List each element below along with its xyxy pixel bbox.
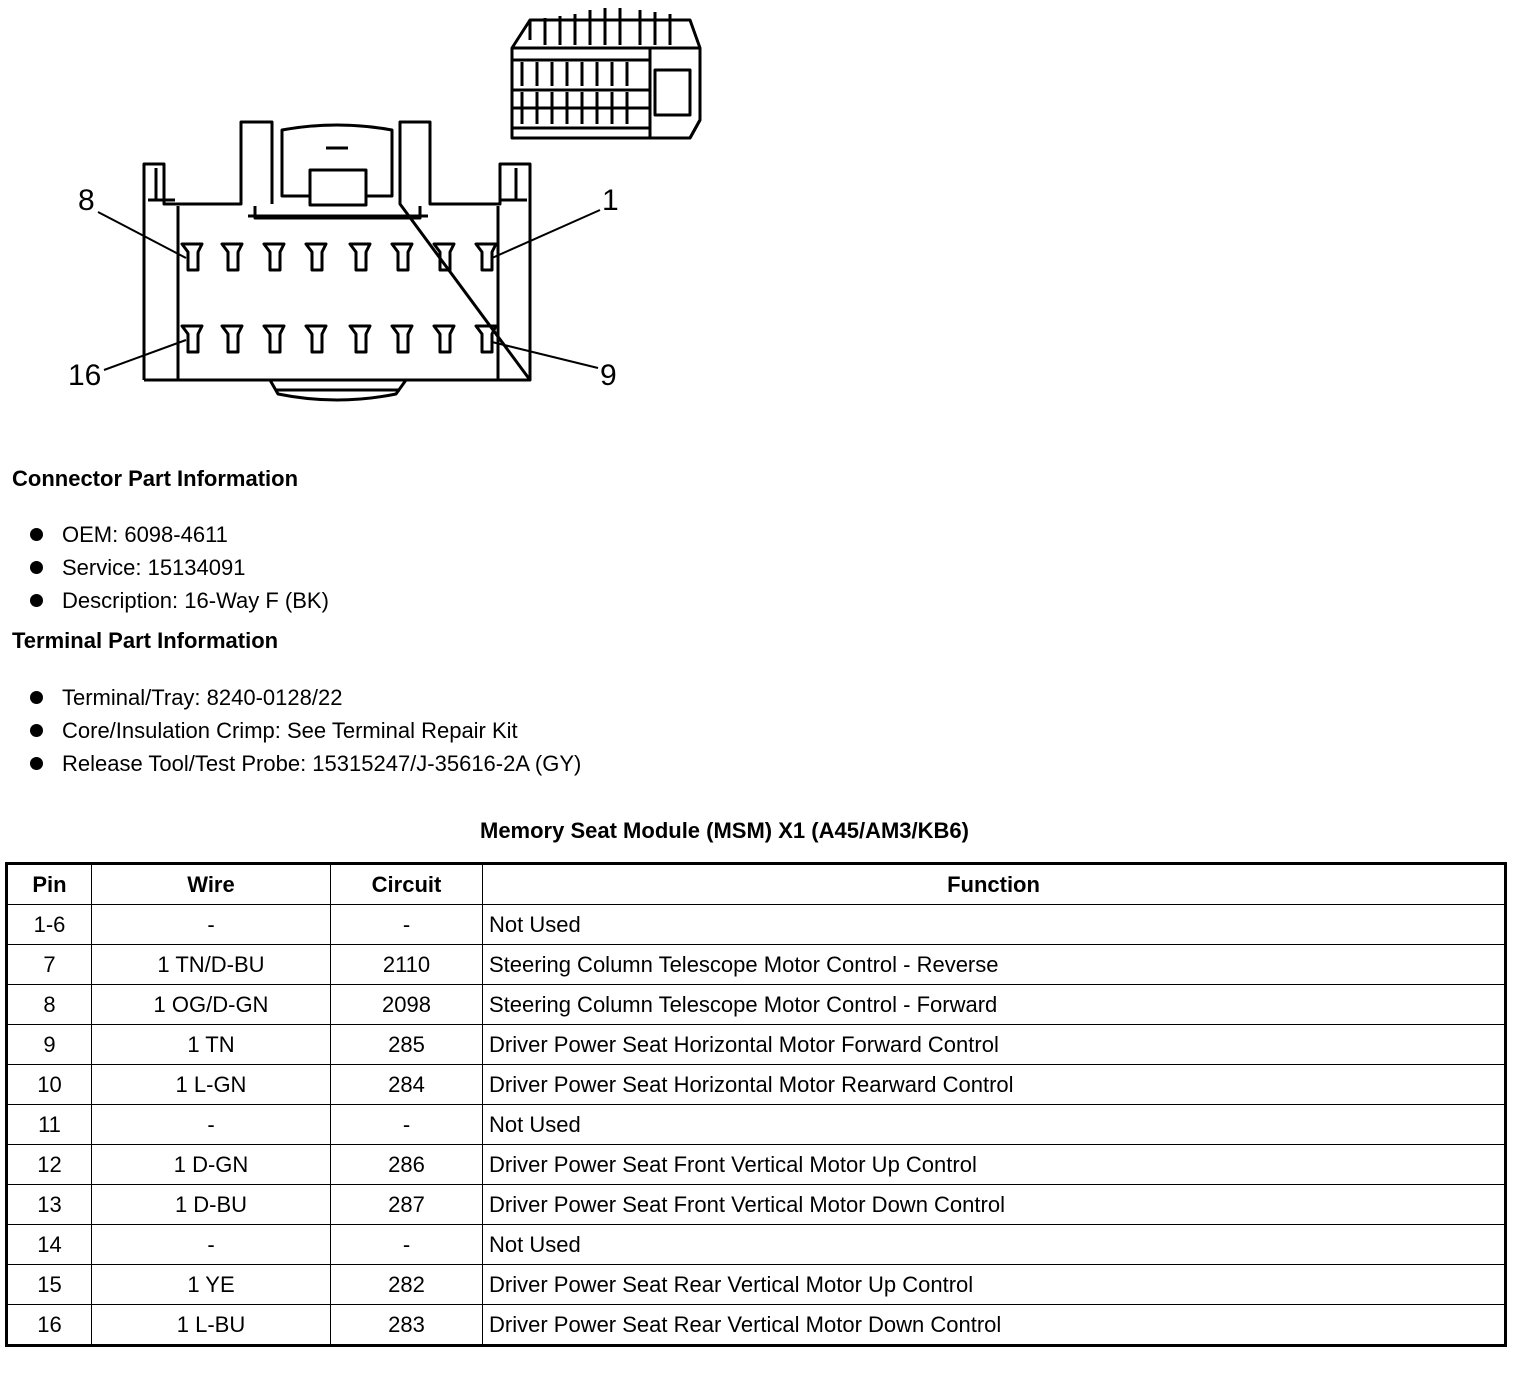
leader-line-pin-1 [492,210,600,258]
cell-function: Steering Column Telescope Motor Control - Forward [483,985,1506,1025]
cell-wire: 1 D-GN [92,1145,331,1185]
table-row [7,1105,1506,1145]
cell-wire: 1 TN/D-BU [92,945,331,985]
cell-pin: 12 [7,1145,92,1185]
cell-circuit: - [331,905,483,945]
cell-function: Driver Power Seat Rear Vertical Motor Down Control [483,1305,1506,1346]
cell-wire: - [92,1105,331,1145]
table-row [7,1065,1506,1105]
cell-function: Driver Power Seat Front Vertical Motor Up Control [483,1145,1506,1185]
list-item [30,714,581,747]
cell-circuit: 287 [331,1185,483,1225]
cell-circuit: - [331,1105,483,1145]
list-item [30,681,581,714]
header-function: Function [483,864,1506,905]
list-item [30,551,329,584]
list-item [30,518,329,551]
header-pin: Pin [7,864,92,905]
terminal-part-heading: Terminal Part Information [12,628,279,653]
cell-wire: 1 D-BU [92,1185,331,1225]
cell-circuit: - [331,1225,483,1265]
cell-pin: 15 [7,1265,92,1305]
connector-diagram [0,0,760,420]
cell-function: Not Used [483,1225,1506,1265]
cell-function: Not Used [483,1105,1506,1145]
cell-circuit: 2110 [331,945,483,985]
list-item [30,584,329,617]
pin-label-16: 16 [68,359,102,392]
pin-row-bottom [182,326,496,352]
cell-circuit: 284 [331,1065,483,1105]
table-row [7,945,1506,985]
bullet-icon [30,594,43,607]
connector-part-list [30,518,329,617]
header-circuit: Circuit [331,864,483,905]
table-row [7,1025,1506,1065]
bullet-icon [30,757,43,770]
table-row [7,985,1506,1025]
table-row [7,1305,1506,1346]
connector-part-item-oem: OEM: 6098-4611 [62,522,228,547]
cell-function: Driver Power Seat Horizontal Motor Rearward Control [483,1065,1506,1105]
cell-pin: 9 [7,1025,92,1065]
cell-wire: 1 OG/D-GN [92,985,331,1025]
bullet-icon [30,724,43,737]
bullet-icon [30,528,43,541]
connector-isometric-image [512,8,700,138]
cell-pin: 7 [7,945,92,985]
table-header-row [7,864,1506,905]
leader-line-pin-8 [98,212,186,258]
cell-pin: 13 [7,1185,92,1225]
cell-circuit: 283 [331,1305,483,1346]
cell-wire: 1 TN [92,1025,331,1065]
cell-pin: 14 [7,1225,92,1265]
connector-face [98,122,600,400]
terminal-part-item-tool: Release Tool/Test Probe: 15315247/J-35616-2A (GY) [62,751,582,776]
cell-circuit: 286 [331,1145,483,1185]
list-item [30,747,581,780]
cell-pin: 8 [7,985,92,1025]
cell-function: Driver Power Seat Horizontal Motor Forward Control [483,1025,1506,1065]
pin-label-8: 8 [78,184,95,217]
cell-pin: 1-6 [7,905,92,945]
connector-part-item-description: Description: 16-Way F (BK) [62,588,329,613]
cell-circuit: 282 [331,1265,483,1305]
table-row [7,1225,1506,1265]
connector-part-heading: Connector Part Information [12,466,299,491]
pinout-table [5,862,1507,1347]
pin-label-9: 9 [600,359,617,392]
cell-function: Driver Power Seat Front Vertical Motor Down Control [483,1185,1506,1225]
leader-line-pin-9 [492,342,598,368]
cell-wire: - [92,905,331,945]
cell-circuit: 285 [331,1025,483,1065]
connector-part-item-service: Service: 15134091 [62,555,246,580]
cell-wire: 1 YE [92,1265,331,1305]
cell-pin: 16 [7,1305,92,1346]
terminal-part-item-crimp: Core/Insulation Crimp: See Terminal Repair Kit [62,718,518,743]
terminal-part-list [30,681,581,780]
bullet-icon [30,561,43,574]
bullet-icon [30,691,43,704]
cell-wire: 1 L-BU [92,1305,331,1346]
cell-function: Not Used [483,905,1506,945]
cell-pin: 10 [7,1065,92,1105]
table-row [7,1145,1506,1185]
cell-function: Driver Power Seat Rear Vertical Motor Up Control [483,1265,1506,1305]
cell-pin: 11 [7,1105,92,1145]
pin-row-top [182,244,496,270]
table-row [7,905,1506,945]
cell-wire: - [92,1225,331,1265]
pin-label-1: 1 [602,184,619,217]
header-wire: Wire [92,864,331,905]
terminal-part-item-tray: Terminal/Tray: 8240-0128/22 [62,685,343,710]
table-row [7,1265,1506,1305]
cell-function: Steering Column Telescope Motor Control - Reverse [483,945,1506,985]
cell-circuit: 2098 [331,985,483,1025]
cell-wire: 1 L-GN [92,1065,331,1105]
table-title: Memory Seat Module (MSM) X1 (A45/AM3/KB6) [480,818,969,843]
table-row [7,1185,1506,1225]
